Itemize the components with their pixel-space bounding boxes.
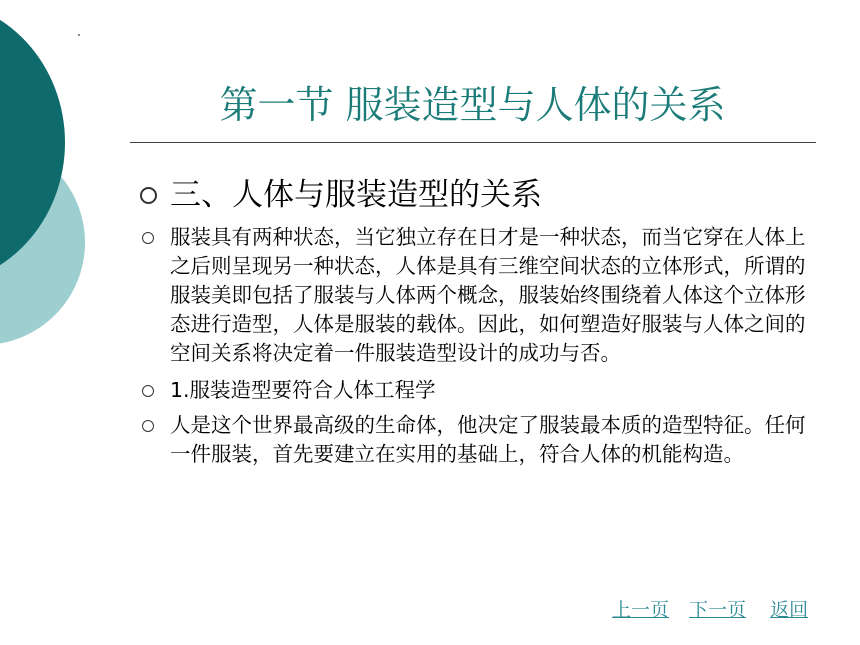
slide-title: 第一节 服装造型与人体的关系: [219, 83, 726, 127]
title-divider: [130, 142, 816, 143]
slide-navigation: [612, 596, 808, 624]
hollow-circle-bullet-icon: [142, 232, 154, 244]
bullet-item: [130, 376, 820, 405]
slide-body: [130, 170, 820, 475]
next-page-link[interactable]: 下一页: [689, 599, 747, 621]
bullet-text: 服装具有两种状态，当它独立存在日才是一种状态，而当它穿在人体上之后则呈现另一种状态，人体是具有三维空间状态的立体形式，所谓的服装美即包括了服装与人体两个概念，服装始终围绕着人体这个立体形态进行造型，人体是服装的载体。因此，如何塑造好服装与人体之间的空间关系将决定着一件服装造型设计的成功与否。: [170, 225, 806, 365]
bullet-text: 人是这个世界最高级的生命体，他决定了服装最本质的造型特征。任何一件服装，首先要建立在实用的基础上，符合人体的机能构造。: [170, 413, 806, 466]
bullet-text: 1.服装造型要符合人体工程学: [170, 378, 436, 402]
decorative-dot: [78, 34, 80, 36]
bullet-text: 三、人体与服装造型的关系: [170, 177, 542, 213]
prev-page-link[interactable]: 上一页: [612, 599, 670, 621]
bullet-item: [130, 223, 820, 368]
hollow-circle-bullet-icon: [142, 420, 154, 432]
hollow-circle-bullet-icon: [142, 385, 154, 397]
bullet-item: [130, 411, 820, 469]
bullet-item-heading: [130, 170, 820, 220]
back-link[interactable]: 返回: [770, 599, 809, 621]
hollow-circle-bullet-icon: [140, 187, 157, 204]
